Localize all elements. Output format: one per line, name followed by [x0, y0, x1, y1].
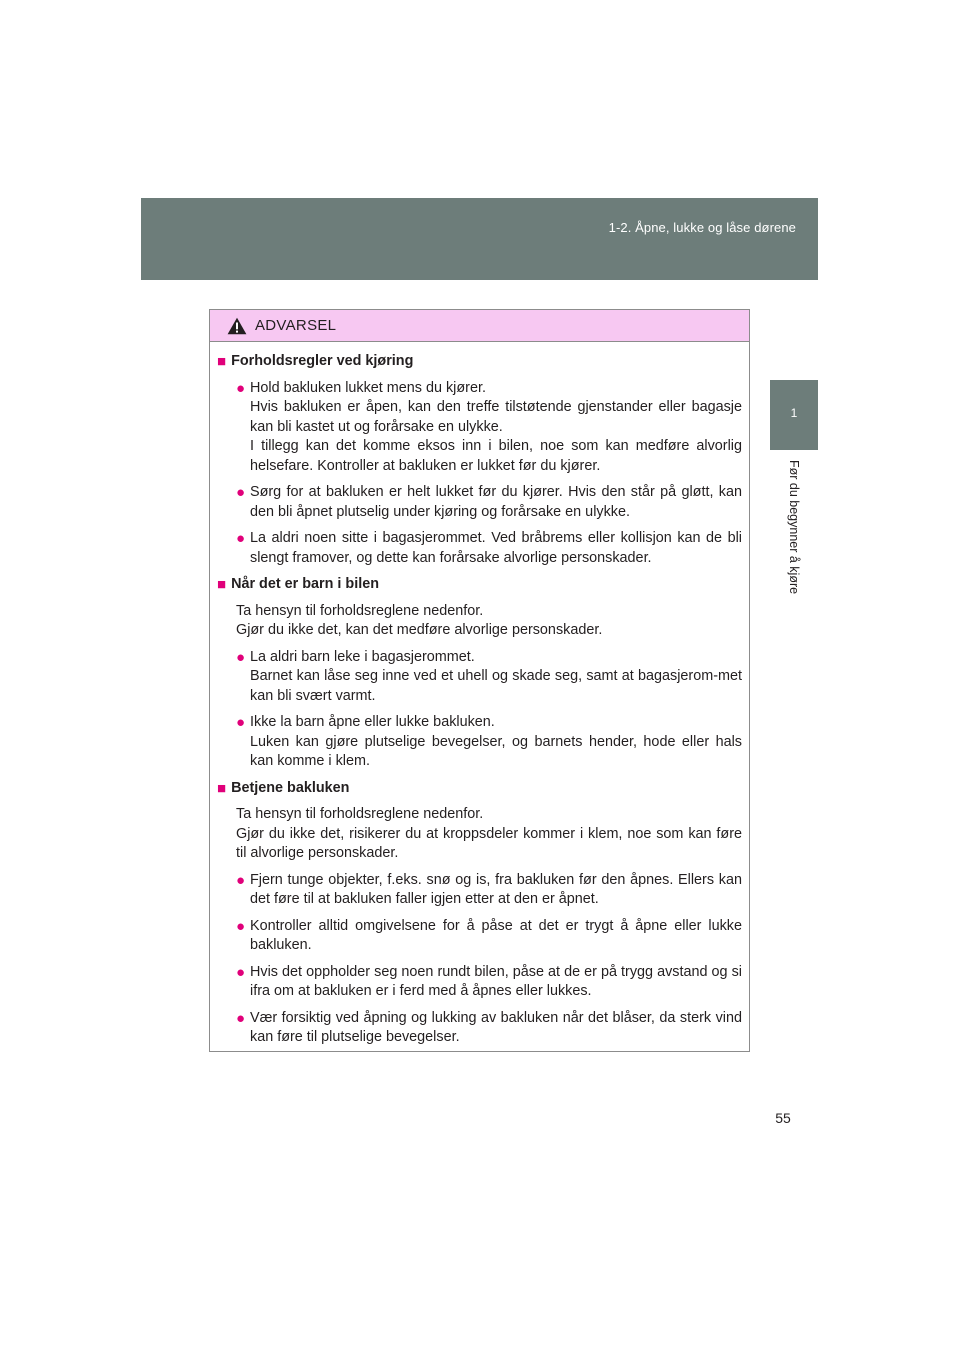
bullet-dot-icon: ●: [236, 530, 246, 547]
bullet-dot-icon: ●: [236, 1009, 246, 1027]
square-bullet-icon: ■: [217, 779, 227, 797]
list-item: ● Sørg for at bakluken er helt lukket før du kjører. Hvis den står på gløtt, kan den bli åpnet plutselig under kjøring og forårsake en ulykke.: [236, 484, 742, 520]
list-item: ● Hvis det oppholder seg noen rundt bilen, påse at de er på trygg avstand og si ifra om at bakluken er i ferd med å åpnes eller lukkes.: [236, 963, 742, 999]
bullet-dot-icon: ●: [236, 917, 246, 935]
warning-title: ADVARSEL: [255, 317, 337, 334]
bullet-dot-icon: ●: [236, 714, 246, 731]
paragraph: Ta hensyn til forholdsreglene nedenfor. Gjør du ikke det, kan det medføre alvorlige personskader.: [236, 602, 603, 638]
chapter-label: Før du begynner å kjøre: [787, 460, 801, 595]
list-item: ● La aldri barn leke i bagasjerommet. Barnet kan låse seg inne ved et uhell og skade seg, samt at bagasjerom-met kan bli svært varmt.: [236, 648, 742, 704]
bullet-dot-icon: ●: [236, 484, 246, 501]
square-bullet-icon: ■: [217, 353, 227, 370]
section-heading: ■ Forholdsregler ved kjøring: [217, 353, 414, 370]
warning-triangle-icon: [227, 317, 247, 335]
warning-header: [210, 310, 749, 342]
header-band: [141, 198, 818, 280]
list-item: ● Fjern tunge objekter, f.eks. snø og is, fra bakluken før den åpnes. Ellers kan det føre til at bakluken faller igjen etter at den er åpnet.: [236, 871, 742, 907]
paragraph: Ta hensyn til forholdsreglene nedenfor. Gjør du ikke det, risikerer du at kroppsdeler kommer i klem, noe som kan føre til alvorlige personskader.: [236, 806, 742, 861]
list-item: ● La aldri noen sitte i bagasjerommet. Ved bråbrems eller kollisjon kan de bli slengt framover, og dette kan forårsake alvorlige personskader.: [236, 530, 742, 566]
list-item: ● Vær forsiktig ved åpning og lukking av bakluken når det blåser, da sterk vind kan føre til plutselige bevegelser.: [236, 1009, 742, 1045]
bullet-dot-icon: ●: [236, 648, 246, 666]
list-item: ● Kontroller alltid omgivelsene for å påse at det er trygt å åpne eller lukke bakluken.: [236, 917, 742, 953]
square-bullet-icon: ■: [217, 576, 227, 593]
warning-body: [210, 342, 749, 1048]
list-item: ● Ikke la barn åpne eller lukke bakluken. Luken kan gjøre plutselige bevegelser, og barnets hender, hode eller hals kan komme i klem.: [236, 714, 742, 769]
list-item: ● Hold bakluken lukket mens du kjører. Hvis bakluken er åpen, kan den treffe tilstøtende gjenstander eller bagasje kan bli kastet ut og forårsake en ulykke. I tillegg kan det komme eksos inn i bilen, noe som kan medføre alvorlig helsefare. Kontroller at bakluken er lukket før du kjører.: [236, 379, 742, 474]
bullet-dot-icon: ●: [236, 379, 246, 397]
page-number: 55: [775, 1110, 791, 1126]
bullet-dot-icon: ●: [236, 963, 246, 981]
section-heading: ■ Når det er barn i bilen: [217, 576, 380, 593]
chapter-tab: [770, 380, 818, 450]
section-title: 1-2. Åpne, lukke og låse dørene: [608, 220, 796, 235]
chapter-number: 1: [790, 406, 798, 420]
bullet-dot-icon: ●: [236, 871, 246, 889]
section-heading: ■ Betjene bakluken: [217, 779, 350, 797]
warning-box: [209, 309, 750, 1052]
